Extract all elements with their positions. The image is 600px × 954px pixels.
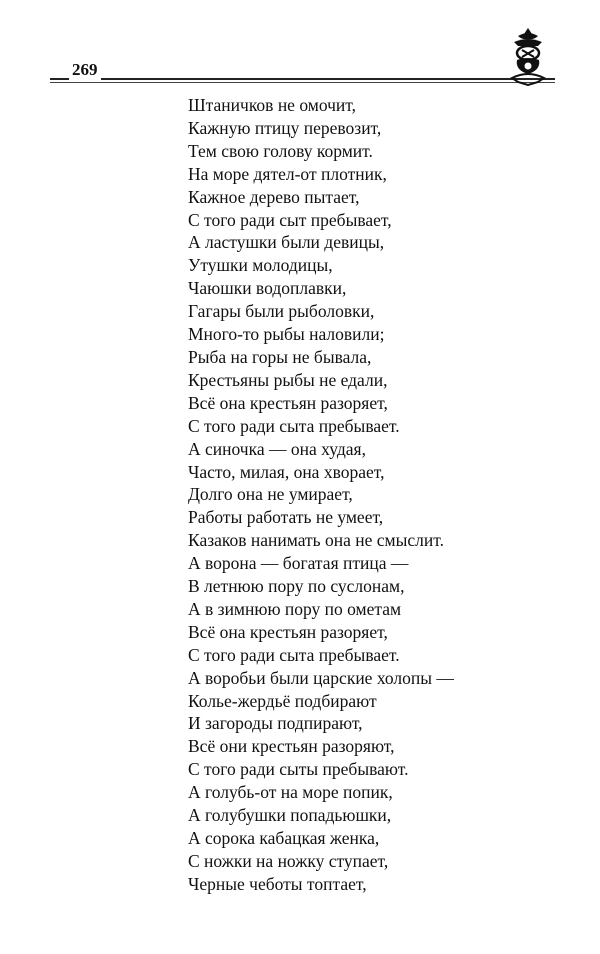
poem-line: С того ради сыта пребывает. <box>188 644 400 665</box>
header-rule <box>50 78 555 80</box>
poem-line: Всё она крестьян разоряет, <box>188 392 388 413</box>
poem-line: Колье-жердьё подбирают <box>188 690 377 711</box>
poem-line: А ворона — богатая птица — <box>188 553 409 574</box>
poem-line: Чаюшки водоплавки, <box>188 278 347 299</box>
poem-line: А ластушки были девицы, <box>188 232 385 253</box>
poem-line: С того ради сыта пребывает. <box>188 415 400 436</box>
page-number: 269 <box>69 60 101 80</box>
poem-line: А голубушки попадьюшки, <box>188 805 392 826</box>
page-header <box>50 60 555 80</box>
poem-text <box>188 94 454 896</box>
poem-line: Кажное дерево пытает, <box>188 186 360 207</box>
poem-line: С ножки на ножку ступает, <box>188 850 389 871</box>
poem-line: Казаков нанимать она не смыслит. <box>188 530 444 551</box>
poem-line: С того ради сыт пребывает, <box>188 209 392 230</box>
poem-line: Утушки молодицы, <box>188 255 333 276</box>
poem-line: Кажную птицу перевозит, <box>188 117 382 138</box>
poem-line: А воробьи были царские холопы — <box>188 667 454 688</box>
poem-line: А сорока кабацкая женка, <box>188 828 380 848</box>
poem-line: И загороды подпирают, <box>188 713 363 734</box>
poem-line: На море дятел-от плотник, <box>188 163 387 184</box>
poem-line: А голубь-от на море попик, <box>188 782 393 803</box>
header-rule-thin <box>50 82 555 83</box>
poem-line: В летнюю пору по суслонам, <box>188 576 405 597</box>
poem-line: С того ради сыты пребывают. <box>188 759 409 780</box>
poem-line: Всё она крестьян разоряет, <box>188 621 388 642</box>
poem-line: Крестьяны рыбы не едали, <box>188 369 388 390</box>
poem-line: Гагары были рыболовки, <box>188 301 375 322</box>
poem-line: Долго она не умирает, <box>188 484 353 505</box>
poem-line: Всё они крестьян разоряют, <box>188 736 395 757</box>
poem-line: Часто, милая, она хворает, <box>188 461 385 482</box>
poem-line: А синочка — она худая, <box>188 438 366 459</box>
poem-line: Черные чеботы топтает, <box>188 873 367 894</box>
poem-line: Много-то рыбы наловили; <box>188 324 385 345</box>
decorative-emblem-icon <box>508 26 548 86</box>
poem-line: Штаничков не омочит, <box>188 95 356 115</box>
poem-line: А в зимнюю пору по ометам <box>188 598 402 619</box>
poem-line: Рыба на горы не бывала, <box>188 346 372 367</box>
poem-line: Тем свою голову кормит. <box>188 140 373 161</box>
poem-line: Работы работать не умеет, <box>188 507 384 528</box>
